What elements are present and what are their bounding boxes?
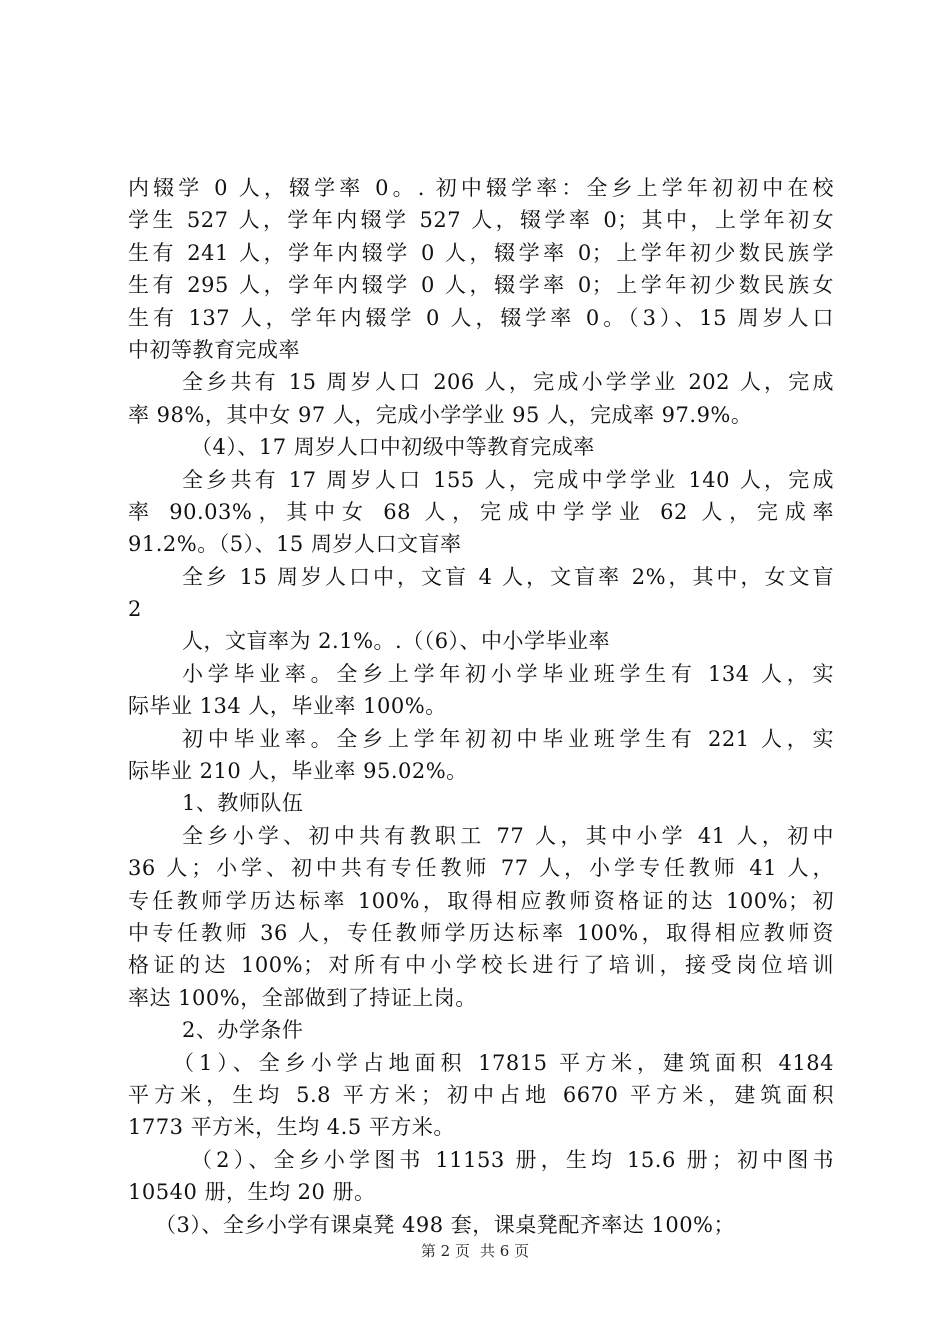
document-body (128, 172, 834, 1241)
paragraph-line: 中专任教师 36 人，专任教师学历达标率 100%，取得相应教师资 (128, 920, 834, 945)
paragraph-line: 全乡共有 15 周岁人口 206 人，完成小学学业 202 人，完成 (182, 370, 834, 395)
paragraph-line: 全乡 15 周岁人口中，文盲 4 人，文盲率 2%，其中，女文盲 (182, 564, 834, 589)
paragraph-line: 率达 100%，全部做到了持证上岗。 (128, 985, 477, 1010)
paragraph-line: （3）、全乡小学有课桌凳 498 套，课桌凳配齐率达 100%； (155, 1212, 736, 1237)
section-heading: 2、办学条件 (182, 1018, 304, 1043)
paragraph-line: 际毕业 134 人，毕业率 100%。 (128, 694, 447, 719)
paragraph-line: （1）、全乡小学占地面积 17815 平方米，建筑面积 4184 (173, 1050, 834, 1075)
paragraph-line: 际毕业 210 人，毕业率 95.02%。 (128, 759, 468, 784)
paragraph-line: 全乡小学、初中共有教职工 77 人，其中小学 41 人，初中 (182, 823, 834, 848)
paragraph-line: 专任教师学历达标率 100%，取得相应教师资格证的达 100%；初 (128, 888, 834, 913)
paragraph-line: 初中毕业率。全乡上学年初初中毕业班学生有 221 人，实 (182, 726, 834, 751)
paragraph-line: 91.2%。（5）、15 周岁人口文盲率 (128, 532, 462, 557)
paragraph-line: 生有 295 人，学年内辍学 0 人，辍学率 0；上学年初少数民族女 (128, 273, 834, 298)
paragraph-line: 2 (128, 597, 142, 622)
paragraph-line: 学生 527 人，学年内辍学 527 人，辍学率 0；其中，上学年初女 (128, 208, 834, 233)
paragraph-line: 小学毕业率。全乡上学年初小学毕业班学生有 134 人，实 (182, 661, 834, 686)
page-number: 第 2 页 (420, 1242, 470, 1260)
section-heading: （4）、17 周岁人口中初级中等教育完成率 (191, 435, 595, 460)
paragraph-line: 内辍学 0 人，辍学率 0。. 初中辍学率：全乡上学年初初中在校 (128, 176, 834, 200)
paragraph-line: （2）、全乡小学图书 11153 册，生均 15.6 册；初中图书 (191, 1147, 834, 1172)
page-total: 共 6 页 (480, 1242, 530, 1260)
paragraph-line: 人，文盲率为 2.1%。.（（6）、中小学毕业率 (182, 629, 611, 654)
paragraph-line: 36 人；小学、初中共有专任教师 77 人，小学专任教师 41 人， (128, 856, 834, 881)
paragraph-line: 率 90.03%，其中女 68 人，完成中学学业 62 人，完成率 (128, 499, 834, 524)
paragraph-line: 10540 册，生均 20 册。 (128, 1180, 376, 1205)
paragraph-line: 格证的达 100%；对所有中小学校长进行了培训，接受岗位培训 (128, 953, 834, 978)
paragraph-line: 生有 137 人，学年内辍学 0 人，辍学率 0。（3）、15 周岁人口 (128, 305, 834, 330)
section-heading: 1、教师队伍 (182, 791, 304, 816)
paragraph-line: 率 98%，其中女 97 人，完成小学学业 95 人，完成率 97.9%。 (128, 402, 753, 427)
page-footer (0, 1241, 950, 1261)
paragraph-line: 1773 平方米，生均 4.5 平方米。 (128, 1115, 455, 1140)
paragraph-line: 全乡共有 17 周岁人口 155 人，完成中学学业 140 人，完成 (182, 467, 834, 492)
paragraph-line: 中初等教育完成率 (128, 337, 300, 362)
paragraph-line: 平方米，生均 5.8 平方米；初中占地 6670 平方米，建筑面积 (128, 1082, 834, 1107)
paragraph-line: 生有 241 人，学年内辍学 0 人，辍学率 0；上学年初少数民族学 (128, 240, 834, 265)
